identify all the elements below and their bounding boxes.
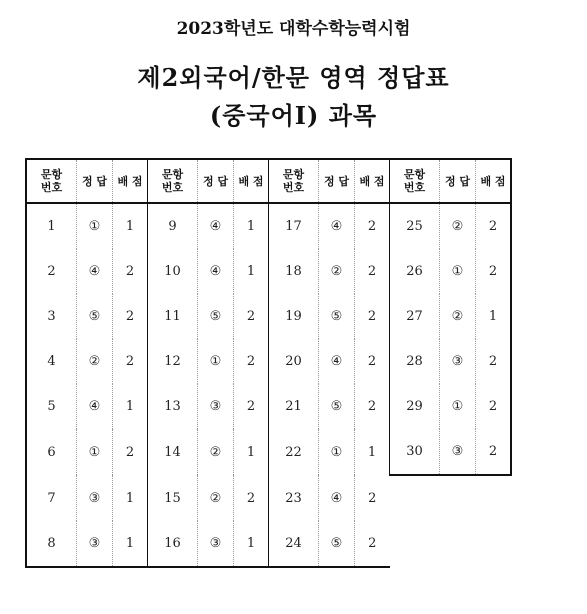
answer-value: ② [319,249,355,294]
empty-cell [390,521,512,567]
question-number: 17 [269,203,319,249]
points-value: 1 [113,475,148,521]
points-value: 2 [476,203,512,249]
table-row [26,429,511,475]
column-header-answer: 정 답 [440,159,476,203]
question-number: 9 [148,203,198,249]
column-header-answer: 정 답 [77,159,113,203]
answer-value: ⑤ [319,294,355,339]
points-value: 1 [234,429,269,475]
column-header-number-line2: 번호 [40,181,63,194]
points-value: 2 [355,384,390,429]
question-number: 28 [390,339,440,384]
question-number: 18 [269,249,319,294]
table-row [26,521,511,567]
question-number: 11 [148,294,198,339]
question-number: 15 [148,475,198,521]
answer-value: ② [440,294,476,339]
answer-value: ⑤ [319,384,355,429]
column-header-number-line2: 번호 [161,181,184,194]
question-number: 16 [148,521,198,567]
column-header-number [26,159,77,203]
points-value: 2 [113,294,148,339]
answer-value: ③ [440,339,476,384]
answer-value: ④ [198,249,234,294]
answer-value: ① [198,339,234,384]
answer-value: ② [198,429,234,475]
answer-value: ③ [440,429,476,475]
question-number: 20 [269,339,319,384]
column-header-number [390,159,440,203]
table-row [26,384,511,429]
points-value: 2 [355,249,390,294]
answer-value: ③ [77,475,113,521]
answer-value: ③ [198,384,234,429]
points-value: 1 [113,521,148,567]
answer-value: ② [198,475,234,521]
question-number: 12 [148,339,198,384]
column-header-number-line1: 문항 [403,168,426,181]
points-value: 2 [355,475,390,521]
question-number: 1 [26,203,77,249]
column-header-number-line1: 문항 [40,168,63,181]
table-row [26,203,511,249]
points-value: 2 [355,339,390,384]
answer-value: ③ [77,521,113,567]
points-value: 2 [113,339,148,384]
points-value: 2 [113,249,148,294]
table-body [26,203,511,567]
question-number: 14 [148,429,198,475]
points-value: 1 [234,521,269,567]
table-title: 제2외국어/한문 영역 정답표 [137,63,450,92]
points-value: 2 [476,339,512,384]
answer-value: ④ [319,203,355,249]
subject-title: (중국어Ⅰ) 과목 [209,101,378,130]
points-value: 2 [476,384,512,429]
points-value: 1 [476,294,512,339]
points-value: 2 [476,249,512,294]
answer-value: ④ [77,384,113,429]
question-number: 10 [148,249,198,294]
question-number: 30 [390,429,440,475]
question-number: 6 [26,429,77,475]
column-header-number-line2: 번호 [403,181,426,194]
points-value: 1 [113,384,148,429]
points-value: 2 [355,294,390,339]
answer-value: ① [319,429,355,475]
question-number: 4 [26,339,77,384]
answer-value: ⑤ [319,521,355,567]
question-number: 24 [269,521,319,567]
question-number: 26 [390,249,440,294]
answer-value: ② [77,339,113,384]
points-value: 2 [234,475,269,521]
points-value: 2 [355,521,390,567]
column-header-number [269,159,319,203]
question-number: 8 [26,521,77,567]
column-header-points: 배 점 [113,159,148,203]
column-header-number-line1: 문항 [282,168,305,181]
question-number: 27 [390,294,440,339]
answer-value: ① [440,384,476,429]
answer-value: ① [77,429,113,475]
question-number: 29 [390,384,440,429]
column-header-number-line2: 번호 [282,181,305,194]
empty-cell [390,475,512,521]
answer-value: ④ [198,203,234,249]
column-header-answer: 정 답 [198,159,234,203]
points-value: 2 [234,384,269,429]
points-value: 2 [355,203,390,249]
column-header-points: 배 점 [355,159,390,203]
table-header-row [26,159,511,203]
question-number: 3 [26,294,77,339]
answer-value: ④ [77,249,113,294]
question-number: 19 [269,294,319,339]
table-row [26,249,511,294]
answer-value: ④ [319,475,355,521]
answer-value: ③ [198,521,234,567]
question-number: 22 [269,429,319,475]
answer-value: ② [440,203,476,249]
points-value: 2 [234,339,269,384]
column-header-points: 배 점 [476,159,512,203]
points-value: 1 [234,249,269,294]
question-number: 2 [26,249,77,294]
table-row [26,294,511,339]
points-value: 1 [234,203,269,249]
exam-name: 2023학년도 대학수학능력시험 [176,19,411,39]
table-row [26,475,511,521]
column-header-points: 배 점 [234,159,269,203]
answer-value: ① [77,203,113,249]
points-value: 1 [355,429,390,475]
question-number: 25 [390,203,440,249]
question-number: 5 [26,384,77,429]
question-number: 23 [269,475,319,521]
points-value: 2 [234,294,269,339]
answer-value: ④ [319,339,355,384]
column-header-answer: 정 답 [319,159,355,203]
points-value: 2 [113,429,148,475]
points-value: 1 [113,203,148,249]
question-number: 21 [269,384,319,429]
answer-value: ① [440,249,476,294]
points-value: 2 [476,429,512,475]
answer-value: ⑤ [198,294,234,339]
column-header-number-line1: 문항 [161,168,184,181]
answer-key-table [25,158,512,568]
column-header-number [148,159,198,203]
table-row [26,339,511,384]
answer-value: ⑤ [77,294,113,339]
question-number: 13 [148,384,198,429]
question-number: 7 [26,475,77,521]
